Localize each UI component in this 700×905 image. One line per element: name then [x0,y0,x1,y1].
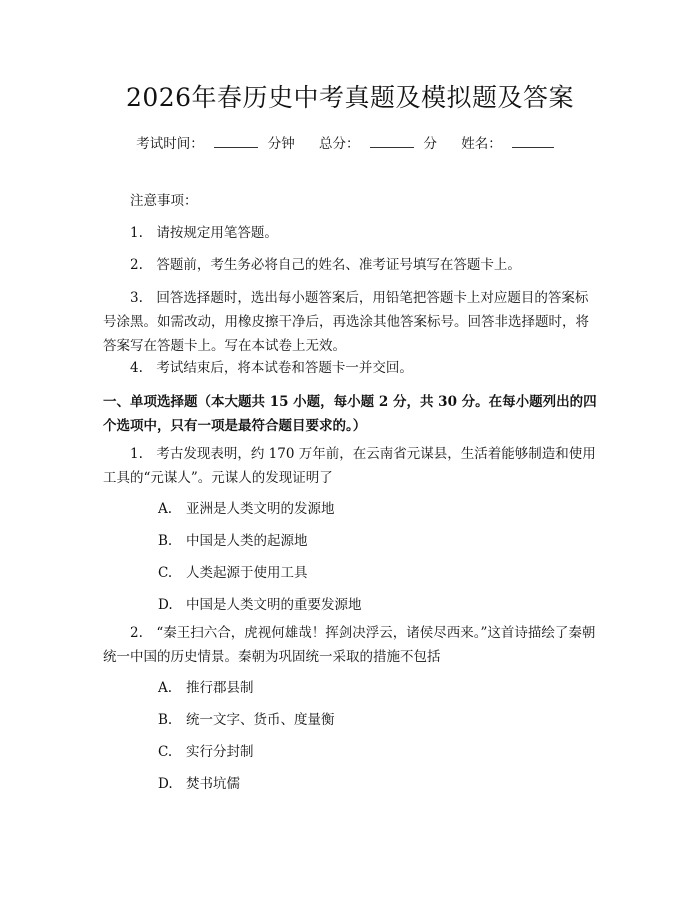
notice-heading: 注意事项： [130,193,198,209]
notice-item: 4. 考试结束后，将本试卷和答题卡一并交回。 [130,360,413,376]
option-a: A. 亚洲是人类文明的发源地 [158,501,335,517]
option-c: C. 人类起源于使用工具 [158,565,308,581]
option-b: B. 中国是人类的起源地 [158,533,308,549]
notice-item: 1. 请按规定用笔答题。 [130,225,278,241]
option-c: C. 实行分封制 [158,744,254,760]
question-stem: 1. 考古发现表明，约 170 万年前，在云南省元谋县，生活着能够制造和使用工具的“元谋人”。元谋人的发现证明了 [103,446,596,486]
name-blank [512,135,554,148]
exam-score: 总分： 分 [319,136,437,152]
section-heading: 一、单项选择题（本大题共 15 小题，每小题 2 分，共 30 分。在每小题列出的四个选项中，只有一项是最符合题目要求的。） [103,394,597,434]
score-blank [370,135,414,148]
exam-name: 姓名： [461,136,564,152]
option-d: D. 中国是人类文明的重要发源地 [158,597,362,613]
exam-meta [0,132,700,152]
notice-item: 3. 回答选择题时，选出每小题答案后，用铅笔把答题卡上对应题目的答案标号涂黑。如需改动，用橡皮擦干净后，再选涂其他答案标号。回答非选择题时，将答案写在答题卡上。写在本试卷上无效。 [103,290,589,354]
option-d: D. 焚书坑儒 [158,776,240,792]
page-title: 2026年春历史中考真题及模拟题及答案 [125,83,575,112]
option-b: B. 统一文字、货币、度量衡 [158,712,335,728]
time-blank [214,135,258,148]
exam-time: 考试时间： 分钟 [136,136,295,152]
question-stem: 2. “秦王扫六合，虎视何雄哉！挥剑决浮云，诸侯尽西来。”这首诗描绘了秦朝统一中国的历史情景。秦朝为巩固统一采取的措施不包括 [103,625,596,665]
notice-item: 2. 答题前，考生务必将自己的姓名、准考证号填写在答题卡上。 [130,257,521,273]
option-a: A. 推行郡县制 [158,680,254,696]
